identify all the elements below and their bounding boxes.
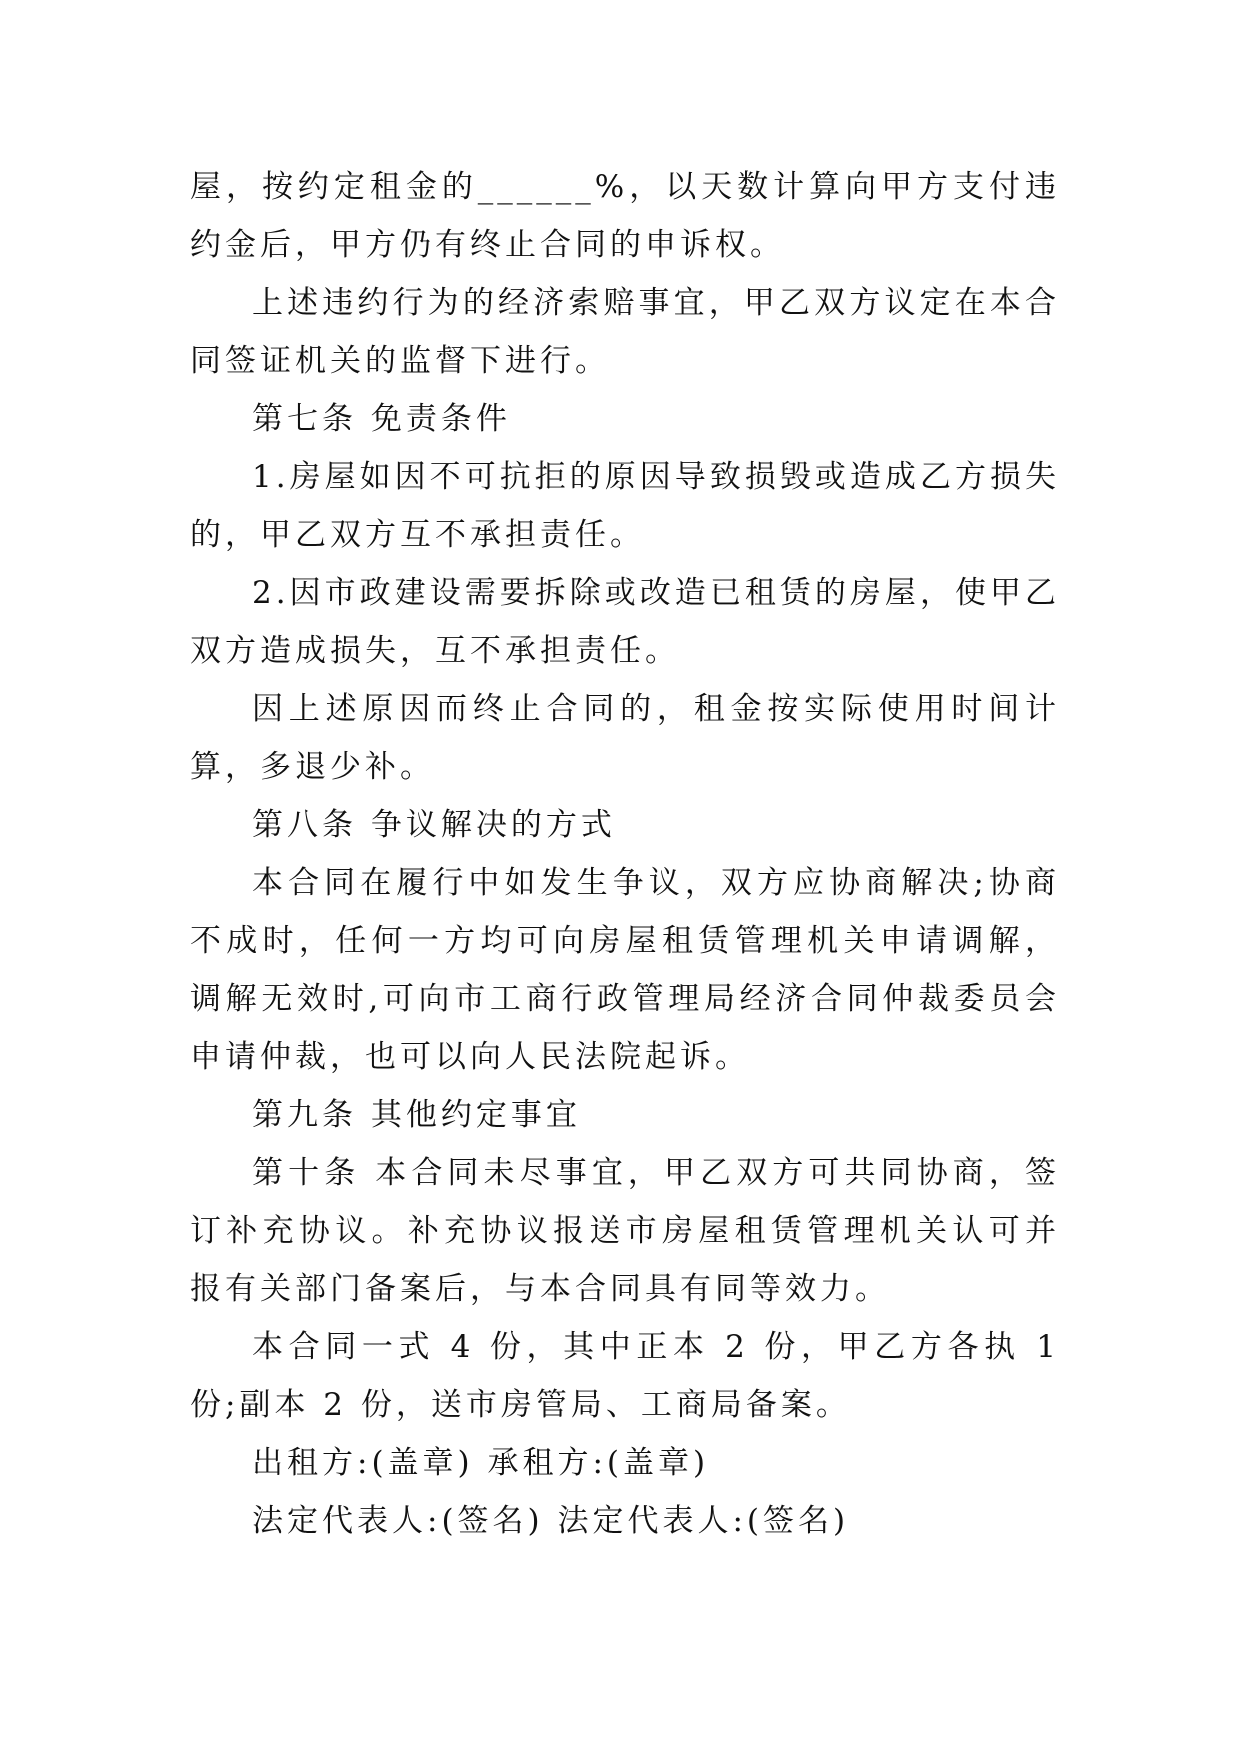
article-8-heading: 第八条 争议解决的方式: [252, 807, 616, 843]
paragraph-breach-claims: 上述违约行为的经济索赔事宜，甲乙双方议定在本合同签证机关的监督下进行。: [190, 285, 1060, 379]
paragraph-penalty-continuation: 屋，按约定租金的______%，以天数计算向甲方支付违约金后，甲方仍有终止合同的申诉权。: [190, 169, 1060, 263]
article-10-body: 第十条 本合同未尽事宜，甲乙双方可共同协商，签订补充协议。补充协议报送市房屋租赁管理机关认可并报有关部门备案后，与本合同具有同等效力。: [190, 1155, 1060, 1307]
signature-seal-line: 出租方:(盖章) 承租方:(盖章): [252, 1445, 710, 1481]
article-8-body: 本合同在履行中如发生争议，双方应协商解决;协商不成时，任何一方均可向房屋租赁管理机关申请调解，调解无效时,可向市工商行政管理局经济合同仲裁委员会申请仲裁，也可以向人民法院起诉。: [190, 865, 1060, 1075]
paragraph-rent-settlement: 因上述原因而终止合同的，租金按实际使用时间计算，多退少补。: [190, 691, 1060, 785]
signature-representative-line: 法定代表人:(签名) 法定代表人:(签名): [252, 1503, 850, 1539]
article-7-item-2: 2.因市政建设需要拆除或改造已租赁的房屋，使甲乙双方造成损失，互不承担责任。: [190, 575, 1060, 669]
article-9-heading: 第九条 其他约定事宜: [252, 1097, 581, 1133]
document-page: [190, 158, 1060, 1550]
article-7-heading: 第七条 免责条件: [252, 401, 511, 437]
paragraph-copies: 本合同一式 4 份，其中正本 2 份，甲乙方各执 1 份;副本 2 份，送市房管局、工商局备案。: [190, 1329, 1060, 1423]
article-7-item-1: 1.房屋如因不可抗拒的原因导致损毁或造成乙方损失的，甲乙双方互不承担责任。: [190, 459, 1060, 553]
